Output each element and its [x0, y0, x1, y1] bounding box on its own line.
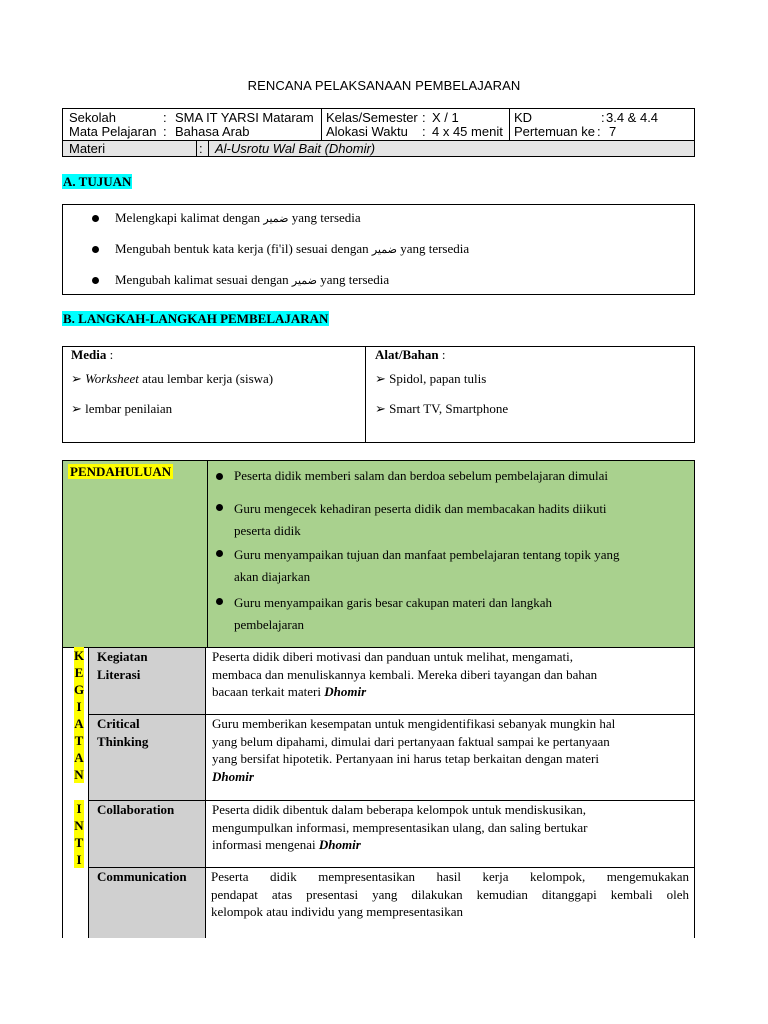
tujuan-item: [115, 210, 361, 226]
materi-row-background: [63, 140, 694, 156]
media-alat-box: [62, 346, 695, 443]
activity-label: [89, 801, 205, 819]
arrow-bullet-icon: ➢: [71, 371, 82, 386]
tujuan-text: Mengubah bentuk kata kerja (fi'il) sesuai dengan: [115, 241, 369, 256]
activity-desc-cell: [205, 647, 695, 715]
pendahuluan-item-line: Peserta didik memberi salam dan berdoa sebelum pembelajaran dimulai: [234, 468, 608, 483]
tujuan-item: [115, 241, 469, 257]
vertical-letter: A: [74, 750, 84, 765]
kd-value: 3.4 & 4.4: [606, 110, 659, 125]
activity-desc-line: mengumpulkan informasi, mempresentasikan ulang, dan saling bertukar: [212, 819, 588, 835]
media-heading: [71, 346, 113, 364]
colon: :: [199, 141, 203, 156]
alat-item: [375, 370, 486, 388]
pendahuluan-item-line: Guru mengecek kehadiran peserta didik dan membacakan hadits diikuti: [234, 501, 607, 516]
activity-desc-line: Peserta didik diberi motivasi dan panduan untuk melihat, mengamati,: [212, 649, 574, 664]
vertical-letter: G: [74, 682, 85, 697]
arrow-bullet-icon: ➢: [375, 371, 386, 386]
activity-label: [89, 715, 205, 750]
alat-label: Alat/Bahan: [375, 347, 439, 362]
activity-desc-line: yang bersifat hipotetik. Pertanyaan ini harus tetap berkaitan dengan materi: [212, 751, 599, 766]
activity-label: [89, 648, 205, 683]
pendahuluan-block: [62, 460, 695, 648]
alat-item-text: Spidol, papan tulis: [389, 371, 487, 386]
activity-label-line: Thinking: [97, 733, 149, 749]
tujuan-item: [115, 272, 389, 288]
divider: [509, 109, 510, 140]
vertical-letter: T: [74, 733, 84, 748]
materi-emphasis: Dhomir: [318, 837, 361, 852]
activity-desc-line: pendapat atas presentasi yang dilakukan kemudian ditanggapi kembali oleh: [211, 886, 689, 902]
kegiatan-inti-block: [62, 647, 695, 938]
tujuan-text: yang tersedia: [320, 272, 390, 287]
pendahuluan-item-line: pembelajaran: [234, 617, 305, 632]
pendahuluan-item-line: peserta didik: [234, 523, 301, 538]
alat-item: [375, 400, 508, 418]
pendahuluan-item-line: Guru menyampaikan garis besar cakupan materi dan langkah: [234, 595, 553, 610]
vertical-letter: E: [74, 665, 84, 680]
activity-desc-cell: [205, 867, 695, 938]
alat-heading: [375, 346, 445, 364]
divider: [321, 109, 322, 140]
materi-emphasis: Dhomir: [212, 768, 254, 784]
colon: :: [438, 347, 446, 362]
bullet-icon: [92, 246, 99, 253]
divider: [63, 140, 694, 141]
alokasi-value: 4 x 45 menit: [432, 124, 503, 139]
section-a-heading: [62, 173, 132, 191]
kelas-label: Kelas/Semester: [326, 110, 418, 125]
activity-label-cell: [88, 867, 206, 938]
bullet-icon: [92, 277, 99, 284]
materi-emphasis: Dhomir: [324, 684, 367, 699]
arabic-dhomir: ضمير: [371, 244, 397, 256]
divider: [62, 647, 63, 938]
tujuan-text: yang tersedia: [400, 241, 470, 256]
tujuan-box: [62, 204, 695, 295]
pendahuluan-item: [234, 544, 620, 588]
vertical-letter: K: [74, 648, 85, 663]
activity-label-line: Collaboration: [97, 802, 175, 817]
activity-desc: [206, 715, 694, 785]
bullet-icon: [216, 598, 223, 605]
activity-desc-line: kelompok atau individu yang mempresentasikan: [211, 904, 463, 919]
tujuan-text: Mengubah kalimat sesuai dengan: [115, 272, 289, 287]
activity-desc-text: bacaan terkait materi: [212, 684, 325, 699]
arabic-dhomir: ضمير: [263, 213, 289, 225]
vertical-letter: A: [74, 716, 84, 731]
tujuan-text: Melengkapi kalimat dengan: [115, 210, 261, 225]
activity-desc: [205, 868, 695, 921]
alokasi-label: Alokasi Waktu: [326, 124, 408, 139]
activity-desc-line: [212, 683, 688, 701]
kelas-value: X / 1: [432, 110, 459, 125]
media-item: [71, 370, 273, 388]
pendahuluan-label: [68, 463, 173, 481]
vertical-letter: I: [74, 800, 84, 817]
pendahuluan-item-line: Guru menyampaikan tujuan dan manfaat pembelajaran tentang topik yang: [234, 547, 620, 562]
media-item-text: lembar penilaian: [85, 401, 173, 416]
pendahuluan-item: [234, 592, 552, 636]
pendahuluan-label-text: PENDAHULUAN: [70, 464, 172, 479]
activity-desc: [206, 648, 694, 701]
arabic-dhomir: ضمير: [291, 275, 317, 287]
activity-label-cell: [88, 714, 206, 801]
activity-label-cell: [88, 800, 206, 868]
media-item-italic: Worksheet: [85, 371, 139, 386]
colon: :: [601, 110, 605, 125]
colon: :: [422, 110, 426, 125]
activity-desc: [206, 801, 694, 854]
vertical-letter: I: [74, 698, 84, 715]
activity-desc-line: Peserta didik dibentuk dalam beberapa kelompok untuk mendiskusikan,: [212, 802, 587, 817]
divider: [365, 347, 366, 442]
pertemuan-value: 7: [609, 124, 617, 139]
header-info-table: [62, 108, 695, 157]
activity-desc-line: membaca dan menuliskannya kembali. Mereka diberi tayangan dan bahan: [212, 666, 598, 682]
activity-desc-cell: [205, 714, 695, 801]
activity-desc-line: Guru memberikan kesempatan untuk mengidentifikasi sebanyak mungkin hal: [212, 716, 616, 731]
tujuan-text: yang tersedia: [291, 210, 361, 225]
vertical-letter: N: [74, 767, 84, 782]
section-b-heading: [62, 310, 329, 328]
bullet-icon: [216, 504, 223, 511]
colon: :: [422, 124, 426, 139]
vertical-letter: [74, 783, 84, 800]
mapel-label: Mata Pelajaran: [69, 124, 157, 139]
alat-item-text: Smart TV, Smartphone: [389, 401, 509, 416]
colon: :: [163, 124, 167, 139]
materi-label: Materi: [69, 141, 106, 156]
divider: [196, 140, 197, 157]
mapel-value: Bahasa Arab: [175, 124, 250, 139]
page-title: RENCANA PELAKSANAAN PEMBELAJARAN: [247, 78, 521, 93]
activity-label-line: Kegiatan: [97, 649, 148, 664]
activity-desc-cell: [205, 800, 695, 868]
activity-desc-line: yang belum dipahami, dimulai dari pertanyaan faktual sampai ke pertanyaan: [212, 733, 610, 749]
divider: [207, 461, 208, 647]
activity-desc-text: informasi mengenai: [212, 837, 319, 852]
arrow-bullet-icon: ➢: [375, 401, 386, 416]
sekolah-value: SMA IT YARSI Mataram: [175, 110, 314, 125]
colon: :: [597, 124, 601, 139]
pendahuluan-item-line: akan diajarkan: [234, 569, 311, 584]
vertical-letter: I: [74, 851, 84, 868]
activity-label-line: Literasi: [97, 666, 141, 682]
activity-label-cell: [88, 647, 206, 715]
bullet-icon: [216, 550, 223, 557]
media-item: [71, 400, 172, 418]
kd-label: KD: [514, 110, 533, 125]
pendahuluan-item: [234, 467, 608, 485]
activity-desc-line: [212, 836, 688, 854]
pendahuluan-item: [234, 498, 607, 542]
divider: [208, 140, 209, 157]
bullet-icon: [216, 473, 223, 480]
media-label: Media: [71, 347, 107, 362]
colon: :: [106, 347, 114, 362]
pertemuan-label: Pertemuan ke: [514, 124, 595, 139]
colon: :: [163, 110, 167, 125]
section-b-heading-text: B. LANGKAH-LANGKAH PEMBELAJARAN: [63, 311, 329, 326]
vertical-letter: N: [74, 818, 84, 833]
bullet-icon: [92, 215, 99, 222]
vertical-letter: T: [74, 835, 84, 850]
activity-desc-line: Peserta didik mempresentasikan hasil kerja kelompok, mengemukakan: [211, 869, 689, 884]
activity-label-line: Communication: [97, 869, 187, 884]
activity-label: [89, 868, 205, 886]
arrow-bullet-icon: ➢: [71, 401, 82, 416]
sekolah-label: Sekolah: [69, 110, 116, 125]
section-a-heading-text: A. TUJUAN: [63, 174, 132, 189]
media-item-text: atau lembar kerja (siswa): [138, 371, 274, 386]
activity-label-line: Critical: [97, 716, 140, 731]
materi-value: Al-Usrotu Wal Bait (Dhomir): [215, 141, 376, 156]
kegiatan-inti-vertical-label: [72, 647, 86, 868]
